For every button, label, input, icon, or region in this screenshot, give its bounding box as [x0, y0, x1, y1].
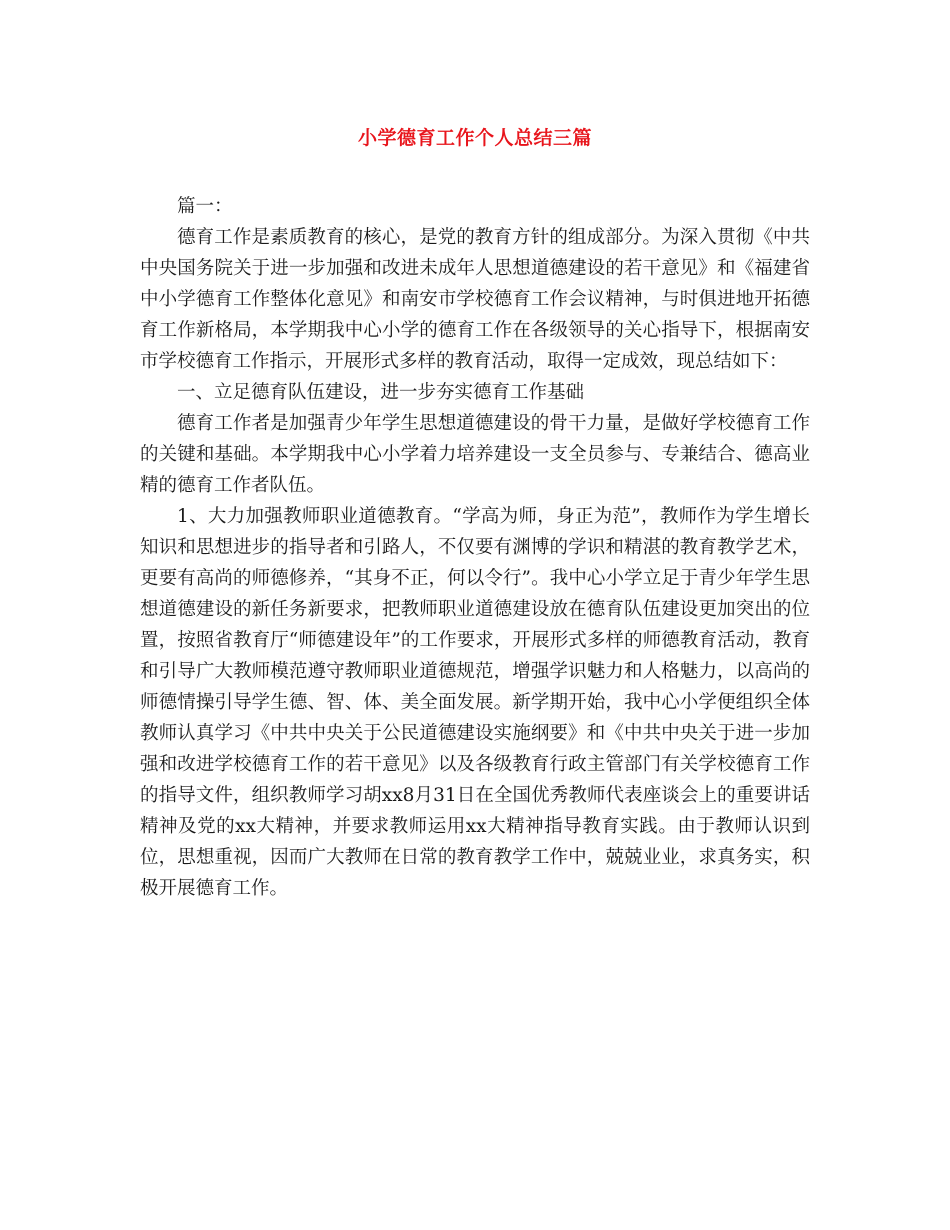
- paragraph-heading-1: 一、立足德育队伍建设，进一步夯实德育工作基础: [177, 382, 585, 403]
- document-body: [140, 191, 810, 904]
- paragraph-intro: 德育工作是素质教育的核心，是党的教育方针的组成部分。为深入贯彻《中共中央国务院关于进一步加强和改进未成年人思想道德建设的若干意见》和《福建省中小学德育工作整体化意见》和南安市学校德育工作会议精神，与时俱进地开拓德育工作新格局，本学期我中心小学的德育工作在各级领导的关心指导下，根据南安市学校德育工作指示，开展形式多样的教育活动，取得一定成效，现总结如下：: [140, 227, 810, 372]
- paragraph-ethics: 1、大力加强教师职业道德教育。“学高为师，身正为范”，教师作为学生增长知识和思想进步的指导者和引路人，不仅要有渊博的学识和精湛的教育教学艺术，更要有高尚的师德修养，“其身不正，何以令行”。我中心小学立足于青少年学生思想道德建设的新任务新要求，把教师职业道德建设放在德育队伍建设更加突出的位置，按照省教育厅“师德建设年”的工作要求，开展形式多样的师德教育活动，教育和引导广大教师模范遵守教师职业道德规范，增强学识魅力和人格魅力，以高尚的师德情操引导学生德、智、体、美全面发展。新学期开始，我中心小学便组织全体教师认真学习《中共中央关于公民道德建设实施纲要》和《中共中央关于进一步加强和改进学校德育工作的若干意见》以及各级教育行政主管部门有关学校德育工作的指导文件，组织教师学习胡xx8月31日在全国优秀教师代表座谈会上的重要讲话精神及党的xx大精神，并要求教师运用xx大精神指导教育实践。由于教师认识到位，思想重视，因而广大教师在日常的教育教学工作中，兢兢业业，求真务实，积极开展德育工作。: [140, 506, 810, 899]
- paragraph-section-label: 篇一：: [177, 196, 233, 217]
- document-title: 小学德育工作个人总结三篇: [357, 127, 592, 149]
- paragraph-team: 德育工作者是加强青少年学生思想道德建设的骨干力量，是做好学校德育工作的关键和基础。本学期我中心小学着力培养建设一支全员参与、专兼结合、德高业精的德育工作者队伍。: [140, 413, 810, 496]
